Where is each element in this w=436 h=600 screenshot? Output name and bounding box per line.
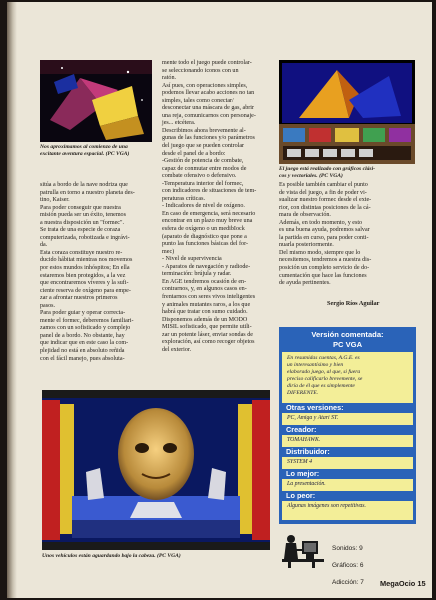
info-box-title: Versión comentada: PC VGA	[311, 330, 384, 349]
screenshot-cockpit	[279, 60, 415, 164]
info-box-summary: En resumidas cuentas, A.G.E. es un interesantísimo y bien elaborado juego, al que, si fuera preciso calificarlo brevemente, se diría de él que es simplemente DIFERENTE.	[287, 355, 363, 396]
rating-label: Sonidos:	[332, 544, 358, 552]
page-gutter-shadow	[7, 2, 17, 598]
article-column-left: sitúa a bordo de la nave nodriza que patrulla en torno a nuestro planeta des- tino, Kaiser. Para poder conseguir que nuestra misión pueda ser un éxito, tenemos a nuestra disposición un "formec". Se trata de una especie de coraza computerizada, robotizada e ingrávi- da. Esta coraza constituye nuestro re- ducido hábitat mientras nos movemos por estos mundos inhóspitos; En ella estaremos bien protegidos, a la vez que encontraremos víveres y la sufi- ciente reserva de oxígeno para empe- zar a afrontar nuestros primeros pasos. Para poder guiar y operar correcta- mente el formec, deberemos familiari- zamos con un sofisticado y complejo panel de a bordo. No obstante, hay que indicar que en este caso la com- plejidad no está en absoluto reñida con el fácil manejo, pues absoluta-	[40, 182, 135, 362]
section-value-worst: Algunas imágenes son repetitivas.	[287, 503, 366, 509]
info-box	[279, 327, 416, 524]
section-heading-other-versions: Otras versiones:	[282, 403, 413, 413]
rating-item-sound	[332, 545, 364, 554]
caption-giant-head: Unos vehículos están aguardando bajo la cabeza. (PC VGA)	[42, 553, 181, 559]
screenshot-space-scene	[40, 60, 152, 142]
page-folio: MegaOcio 15	[380, 579, 426, 588]
screenshot-giant-head	[42, 390, 270, 550]
caption-cockpit: El juego está realizado con gráficos clási- cos y vectoriales. (PC VGA)	[279, 166, 376, 179]
rating-value: 7	[360, 578, 364, 586]
rating-value: 6	[359, 561, 364, 569]
caption-space-scene: Nos aproximamos al comienzo de una excitante aventura espacial. (PC VGA)	[40, 144, 130, 157]
rating-value: 9	[359, 544, 363, 552]
rating-item-addiction	[332, 579, 364, 588]
article-column-middle: mente todo el juego puede controlar- se seleccionando iconos con un ratón. Así pues, con operaciones simples, podemos llevar acabo acciones no tan simples, tales como conectar/ desconectar una máscara de gas, abrir una reja, comunicarnos con personaje- jes... etcétera. Describimos ahora brevemente al- gunas de las funciones y/o parámetros del juego que se pueden controlar desde el panel de a bordo: -Gestión de potencia de combate, capaz de conmutar entre modos de combate ofensivo o defensivo. -Temperatura interior del formec, con indicadores de situaciones de tem- peraturas críticas. - Indicadores de nivel de oxígeno. En caso de emergencia, será necesario encontrar en un plazo muy breve una esfera de oxígeno o un medibIock (aparato de diagnóstico que pone a punto las funciones básicas del for- mec) - Nivel de supervivencia - Aparatos de navegación y radiode- terminación: brújula y radar. En AGE tendremos ocasión de en- contrarnos, y, en algunos casos en- frentarnos con seres vivos inteligentes y animales mutantes raros, a los que habrá que tratar con sumo cuidado. Disponemos además de un MODO MISIL sofisticado, que permite utili- zar un potente láser, enviar sondas de exploración, así como recoger objetos del exterior.	[162, 60, 257, 353]
info-box-body	[282, 352, 413, 520]
computer-user-illustration	[280, 529, 326, 569]
section-value-other-versions: PC, Amiga y Atari ST.	[287, 415, 339, 421]
section-heading-distributor: Distribuidor:	[282, 447, 413, 457]
magazine-page	[7, 2, 432, 598]
section-value-best: La presentación.	[287, 481, 326, 487]
section-heading-best: Lo mejor:	[282, 469, 413, 479]
author-signature: Sergio Ríos Aguilar	[327, 300, 380, 307]
rating-label: Adicción:	[332, 578, 359, 586]
section-value-distributor: SYSTEM 4	[287, 459, 312, 465]
section-heading-worst: Lo peor:	[282, 491, 413, 501]
section-value-creator: TOMAHAWK.	[287, 437, 321, 443]
ratings-list	[332, 536, 364, 596]
section-heading-creator: Creador:	[282, 425, 413, 435]
rating-item-graphics	[332, 562, 364, 571]
rating-label: Gráficos:	[332, 561, 359, 569]
article-column-right: Es posible también cambiar el punto de vista del juego, a fin de poder vi- sualizar nuestro formec desde el exte- rior, con distintas posiciones de la cá- mara de observación. Además, en todo momento, y esto es una buena ayuda, podremos salvar la partida en curso, para poder conti- nuarla posteriormente. Del mismo modo, siempre que lo necesitemos, tendremos a nuestra dis- posición un completo servicio de do- cumentación que hace las funciones de ayuda pertinentes.	[279, 182, 372, 287]
